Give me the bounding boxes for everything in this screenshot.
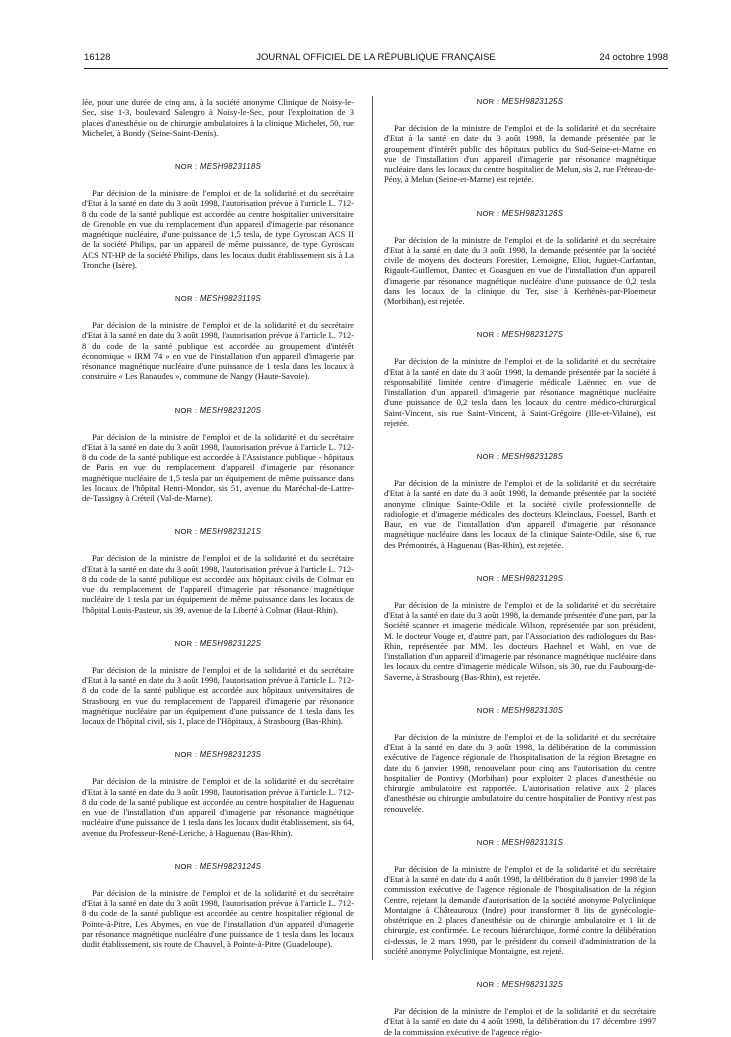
decision-text: Par décision de la ministre de l'emploi et de la solidarité et du secrétaire d'Etat à la santé en date du 3 août 1998, l'autorisation prévue à l'article L. 712-8 du code de la santé publique est accordée aux hôpitaux civils de Colmar en vue du remplacement de l'appareil d'imagerie par résonance magnétique nucléaire de 1 tesla par un équipement de même puissance dans les locaux de l'hôpital Louis-Pasteur, sis 39, avenue de la Liberté à Colmar (Haut-Rhin). bbox=[82, 553, 354, 615]
nor-reference: NOR : MESH9823121S bbox=[174, 527, 262, 537]
decision-text: Par décision de la ministre de l'emploi et de la solidarité et du secrétaire d'Etat à la santé en date du 3 août 1998, la demande présentée par le groupement d'intérêt public des hôpitaux publics du Sud-Seine-et-Marne en vue de l'installation d'un appareil d'imagerie par résonance magnétique nucléaire dans les locaux du centre hospitalier de Melun, sis 2, rue Fréteau-de-Pény, à Melun (Seine-et-Marne) est rejetée. bbox=[384, 123, 656, 185]
decision-text: Par décision de la ministre de l'emploi et de la solidarité et du secrétaire d'Etat à la santé en date du 3 août 1998, l'autorisation prévue à l'article L. 712-8 du code de la santé publique est accordée à l'Assistance publique - hôpitaux de Paris en vue du remplacement d'appareil d'imagerie par résonance magnétique nucléaire de 1,5 tesla par un équipement de même puissance dans les locaux de l'hôpital Henri-Mondor, sis 51, avenue du Maréchal-de-Lattre-de-Tassigny à Créteil (Val-de-Marne). bbox=[82, 431, 354, 504]
nor-reference: NOR : MESH9823132S bbox=[476, 980, 564, 989]
decision-entry bbox=[82, 750, 354, 838]
decision-entry bbox=[384, 706, 656, 814]
nor-reference: NOR : MESH9823128S bbox=[476, 452, 564, 461]
decision-text: Par décision de la ministre de l'emploi et de la solidarité et du secrétaire d'Etat à la santé en date du 4 août 1998, la délibération du 8 janvier 1998 de la commission exécutive de l'agence régionale de l'hospitalisation de la région Centre, rejetant la demande d'autorisation de la société anonyme Polyclinique Montaigne à Châteauroux (Indre) pour transformer 8 lits de gynécologie-obstétrique en 2 places d'anesthésie ou de chirurgie ambulatoire et 1 lit de chirurgie, est confirmée. Le recours hiérarchique, formé contre la délibération ci-dessus, le 2 mars 1998, par le président du conseil d'administration de la société anonyme Polyclinique Montaigne, est rejeté. bbox=[384, 863, 656, 956]
nor-reference: NOR : MESH9823123S bbox=[174, 750, 262, 760]
page-number: 16128 bbox=[84, 52, 111, 63]
nor-reference: NOR : MESH9823127S bbox=[476, 330, 564, 340]
decision-entry bbox=[82, 294, 354, 382]
decision-entry bbox=[82, 639, 354, 727]
decision-text: Par décision de la ministre de l'emploi et de la solidarité et du secrétaire d'Etat à la santé en date du 3 août 1998, la demande présentée d'une part, par la Société scanner et imagerie médicale Wilson, représentée par son président, M. le docteur Vouge et, d'autre part, par l'Association des radiologues du Bas-Rhin, représentée par MM. les docteurs Haehnel et Wahl, en vue de l'installation d'un appareil d'imagerie par résonance magnétique nucléaire dans les locaux du centre d'imagerie médicale Wilson, sis 30, rue du Faubourg-de-Saverne, à Strasbourg (Bas-Rhin), est rejetée. bbox=[384, 599, 656, 682]
decision-text: Par décision de la ministre de l'emploi et de la solidarité et du secrétaire d'Etat à la santé en date du 4 août 1998, la délibération du 17 décembre 1997 de la commission exécutive de l'agence régio- bbox=[384, 1006, 656, 1037]
nor-reference: NOR : MESH9823131S bbox=[476, 837, 564, 847]
decision-text: Par décision de la ministre de l'emploi et de la solidarité et du secrétaire d'Etat à la santé en date du 3 août 1998, la demande présentée par la société à responsabilité limitée centre d'imagerie médicale Laënnec en vue de l'installation d'un appareil d'imagerie par résonance magnétique nucléaire d'une puissance de 0,2 tesla dans les locaux du centre médico-chirurgical Saint-Vincent, sis rue Saint-Vincent, à Saint-Grégoire (Ille-et-Vilaine), est rejetée. bbox=[384, 356, 656, 428]
decision-entry bbox=[82, 862, 354, 950]
nor-reference: NOR : MESH9823124S bbox=[174, 861, 262, 871]
decision-text: Par décision de la ministre de l'emploi et de la solidarité et du secrétaire d'Etat à la santé en date du 3 août 1998, l'autorisation prévue à l'article L. 712-8 du code de la santé publique est accordée aux hôpitaux universitaires de Strasbourg en vue du remplacement de l'appareil d'imagerie par résonance magnétique nucléaire par un équipement d'une puissance de 1 tesla dans les locaux de l'hôpital civil, sis 1, place de l'Hôpitaux, à Strasbourg (Bas-Rhin). bbox=[82, 664, 354, 727]
decision-entry bbox=[82, 162, 354, 270]
decision-text: Par décision de la ministre de l'emploi et de la solidarité et du secrétaire d'Etat à la santé en date du 3 août 1998, l'autorisation prévue à l'article L. 712-8 du code de la santé publique est accordée au centre hospitalier universitaire de Grenoble en vue du remplacement d'un appareil d'imagerie par résonance magnétique nucléaire, d'une puissance de 1,5 tesla, de type Gyroscan ACS II de la société Philips, par un appareil de même puissance, de type Gyroscan ACS NT-HP de la société Philips, dans les locaux dudit établissement sis à La Tronche (Isère). bbox=[82, 188, 354, 270]
nor-reference: NOR : MESH9823129S bbox=[476, 573, 564, 583]
nor-reference: NOR : MESH9823122S bbox=[174, 638, 262, 648]
nor-reference: NOR : MESH9823126S bbox=[476, 208, 564, 218]
nor-reference: NOR : MESH9823119S bbox=[174, 294, 262, 304]
decision-entry bbox=[82, 527, 354, 615]
page-header bbox=[84, 52, 668, 68]
left-column bbox=[82, 97, 354, 949]
decision-entry bbox=[384, 97, 656, 185]
decision-text: Par décision de la ministre de l'emploi et de la solidarité et du secrétaire d'Etat à la santé en date du 3 août 1998, la demande présentée par la société civile de moyens des docteurs Forestier, Lemoigne, Eliot, Juguet-Carfantan, Rigault-Guillemot, Dantec et Goasguen en vue de l'installation d'un appareil d'imagerie par résonance magnétique nucléaire d'une puissance de 0,2 tesla dans les locaux de la clinique du Ter, sise à Kerhénès-par-Ploemeur (Morbihan), est rejetée. bbox=[384, 234, 656, 306]
decision-entry bbox=[384, 980, 656, 1037]
decision-entry bbox=[384, 452, 656, 550]
journal-title: JOURNAL OFFICIEL DE LA RÉPUBLIQUE FRANÇAISE bbox=[256, 52, 496, 63]
column-divider bbox=[372, 96, 373, 960]
decision-entry bbox=[384, 574, 656, 682]
decision-entry bbox=[384, 209, 656, 307]
nor-reference: NOR : MESH9823125S bbox=[476, 97, 564, 106]
decision-entry bbox=[82, 406, 354, 504]
decision-entry bbox=[384, 330, 656, 428]
nor-reference: NOR : MESH9823118S bbox=[174, 162, 262, 172]
nor-reference: NOR : MESH9823120S bbox=[174, 405, 262, 415]
decision-text: Par décision de la ministre de l'emploi et de la solidarité et du secrétaire d'Etat à la santé en date du 3 août 1998, l'autorisation prévue à l'article L. 712-8 du code de la santé publique est accordée au centre hospitalier régional de Pointe-à-Pitre, Les Abymes, en vue de l'installation d'un appareil d'imagerie par résonance magnétique nucléaire d'une puissance de 1 tesla dans les locaux dudit établissement, sis route de Chauvel, à Pointe-à-Pitre (Guadeloupe). bbox=[82, 887, 354, 950]
header-rule bbox=[84, 68, 668, 69]
decision-text: Par décision de la ministre de l'emploi et de la solidarité et du secrétaire d'Etat à la santé en date du 3 août 1998, la demande présentée par la société anonyme clinique Sainte-Odile et la société civile professionnelle de radiologie et d'imagerie médicales des docteurs Kleinclaus, Foessel, Barth et Baur, en vue de l'installation d'un appareil d'imagerie par résonance magnétique nucléaire dans les locaux de la clinique Sainte-Odile, sise 6, rue des Prémontrés, à Haguenau (Bas-Rhin), est rejetée. bbox=[384, 478, 656, 550]
decision-text: Par décision de la ministre de l'emploi et de la solidarité et du secrétaire d'Etat à la santé en date du 3 août 1998, la délibération de la commission exécutive de l'agence régionale de l'hospitalisation de la région Bretagne en date du 6 janvier 1998, renouvelant pour cinq ans l'autorisation du centre hospitalier de Pontivy (Morbihan) pour exploiter 2 places d'anesthésie ou chirurgie ambulatoire est rapportée. L'autorisation relative aux 2 places d'anesthésie ou chirurgie ambulatoire du centre hospitalier de Pontivy n'est pas renouvelée. bbox=[384, 731, 656, 814]
decision-text: Par décision de la ministre de l'emploi et de la solidarité et du secrétaire d'Etat à la santé en date du 3 août 1998, l'autorisation prévue à l'article L. 712-8 du code de la santé publique est accordée au groupement d'intérêt économique « IRM 74 » en vue de l'installation d'un appareil d'imagerie par résonance magnétique nucléaire d'une puissance de 1 tesla dans les locaux à construire « Les Ranaudes », commune de Nangy (Haute-Savoie). bbox=[82, 320, 354, 382]
issue-date: 24 octobre 1998 bbox=[599, 52, 668, 63]
decision-entry bbox=[384, 838, 656, 956]
continued-text: lée, pour une durée de cinq ans, à la société anonyme Clinique de Noisy-le-Sec, sise 1-3, boulevard Salengro à Noisy-le-Sec, pour l'exploitation de 3 places d'anesthésie ou de chirurgie ambulatoires à la clinique Michelet, 50, rue Michelet, à Bondy (Seine-Saint-Denis). bbox=[82, 97, 354, 138]
nor-reference: NOR : MESH9823130S bbox=[476, 705, 564, 715]
right-column bbox=[384, 97, 656, 1037]
decision-text: Par décision de la ministre de l'emploi et de la solidarité et du secrétaire d'Etat à la santé en date du 3 août 1998, l'autorisation prévue à l'article L. 712-8 du code de la santé publique est accordée au centre hospitalier de Haguenau en vue de l'installation d'un appareil d'imagerie par résonance magnétique nucléaire d'une puissance de 1 tesla dans les locaux dudit établissement, sis 64, avenue du Professeur-René-Leriche, à Haguenau (Bas-Rhin). bbox=[82, 776, 354, 838]
